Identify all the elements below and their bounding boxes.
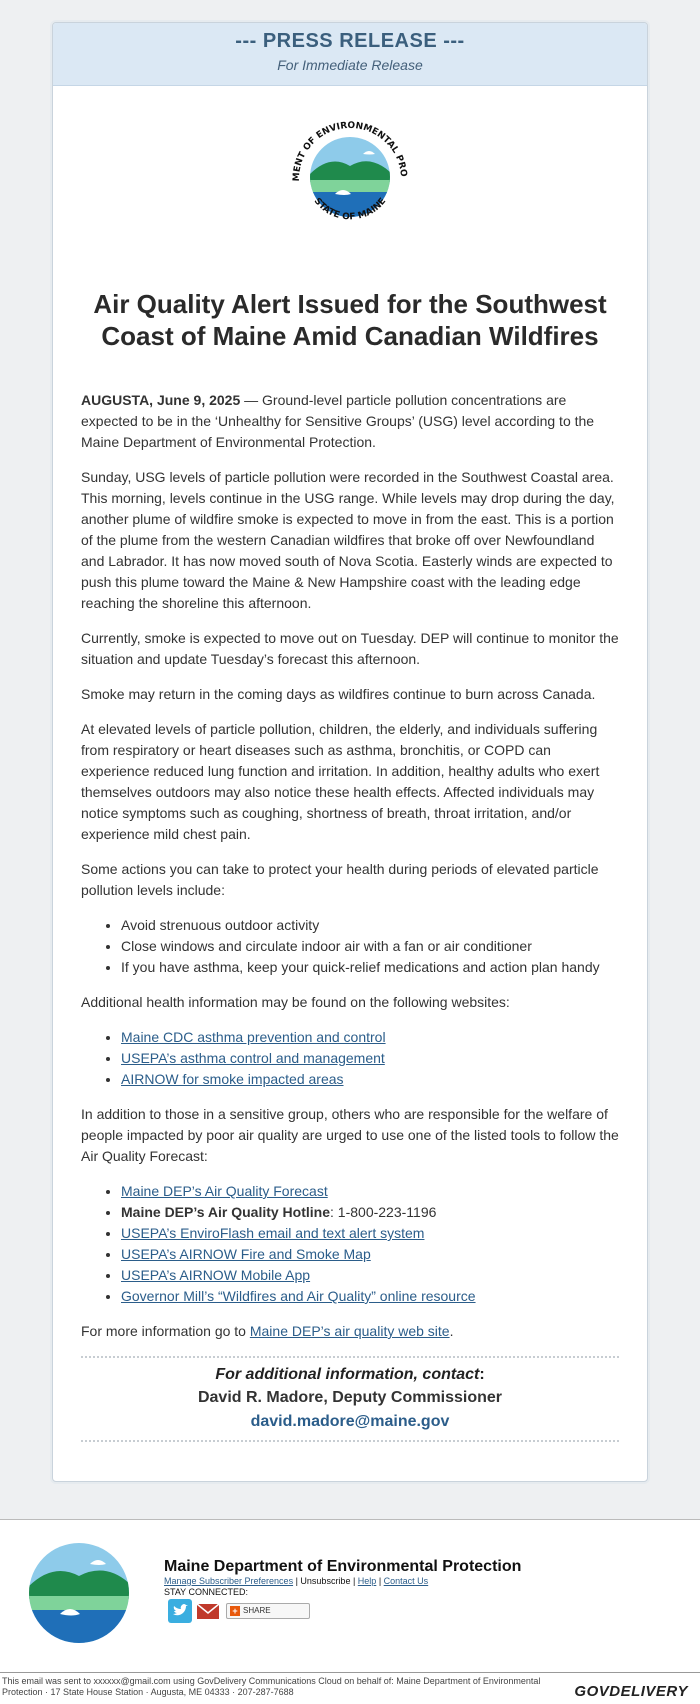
dateline: AUGUSTA, June 9, 2025 — [81, 392, 241, 408]
health-links-list — [81, 1027, 619, 1090]
list-item — [121, 1223, 619, 1244]
headline: Air Quality Alert Issued for the Southwest Coast of Maine Amid Canadian Wildfires — [93, 289, 607, 351]
list-item — [121, 1244, 619, 1265]
list-item — [121, 1286, 619, 1307]
email-icon[interactable] — [196, 1599, 220, 1623]
paragraph-health-effects: At elevated levels of particle pollution, children, the elderly, and individuals suffering from respiratory or heart diseases such as asthma, bronchitis, or COPD can experience reduced lung function and irritation. In addition, healthy adults who exert themselves outdoors may also notice these health effects. Affected individuals may notice symptoms such as coughing, shortness of breath, throat irritation, and/or experience mild chest pain. — [81, 721, 600, 842]
seal-top-text: MENT OF ENVIRONMENTAL PRO — [291, 120, 409, 182]
list-item — [121, 1181, 619, 1202]
footer-logo — [28, 1542, 130, 1649]
share-label: SHARE — [243, 1606, 271, 1615]
contact-name: David R. Madore, Deputy Commissioner — [197, 1389, 503, 1406]
bottom-divider — [0, 1672, 700, 1673]
social-buttons — [168, 1599, 310, 1623]
list-item: • If you have asthma, keep your quick-relief medications and action plan handy — [121, 957, 619, 978]
contact-us-link[interactable]: Contact Us — [383, 1576, 429, 1586]
press-release-banner — [53, 23, 647, 86]
actions-list — [81, 915, 619, 978]
hotline-number: : 1-800-223-1196 — [330, 1204, 437, 1220]
article-body — [53, 390, 647, 1342]
twitter-icon[interactable] — [168, 1599, 192, 1623]
airnow-mobile-link[interactable]: USEPA’s AIRNOW Mobile App — [121, 1267, 311, 1283]
list-item — [121, 1048, 619, 1069]
list-item: • Close windows and circulate indoor air with a fan or air conditioner — [121, 936, 619, 957]
dep-seal — [53, 114, 647, 244]
footer-links — [164, 1576, 428, 1598]
intro-paragraph — [81, 390, 619, 453]
list-item — [121, 1202, 619, 1223]
enviroflash-link[interactable]: USEPA’s EnviroFlash email and text alert system — [121, 1225, 425, 1241]
unsubscribe-link[interactable]: Unsubscribe — [300, 1576, 351, 1586]
immediate-release-subtitle: For Immediate Release — [277, 57, 423, 73]
separator: | — [350, 1576, 358, 1586]
stay-connected-label: STAY CONNECTED: — [164, 1587, 249, 1597]
footer-org-name: Maine Department of Environmental Protection — [164, 1558, 522, 1575]
contact-header — [53, 1364, 647, 1386]
manage-preferences-link[interactable]: Manage Subscriber Preferences — [164, 1576, 294, 1586]
more-info-suffix: . — [449, 1323, 454, 1339]
dep-logo-icon — [28, 1542, 130, 1644]
share-button[interactable] — [226, 1603, 310, 1619]
govdelivery-logo: GOVDELIVERY — [574, 1683, 688, 1700]
help-link[interactable]: Help — [357, 1576, 377, 1586]
usepa-asthma-link[interactable]: USEPA’s asthma control and management — [121, 1050, 385, 1066]
fire-smoke-map-link[interactable]: USEPA’s AIRNOW Fire and Smoke Map — [121, 1246, 371, 1262]
plus-icon: + — [230, 1606, 240, 1616]
separator: | — [293, 1576, 301, 1586]
more-info-paragraph — [81, 1321, 619, 1342]
governor-resource-link[interactable]: Governor Mill’s “Wildfires and Air Quality” online resource — [121, 1288, 476, 1304]
list-item: • Avoid strenuous outdoor activity — [121, 915, 619, 936]
health-info-intro: Additional health information may be found on the following websites: — [81, 994, 510, 1010]
contact-header-colon: : — [479, 1366, 485, 1383]
contact-block — [53, 1358, 647, 1440]
dep-air-quality-link[interactable]: Maine DEP’s air quality web site — [249, 1323, 450, 1339]
list-item — [121, 1027, 619, 1048]
press-release-title: --- PRESS RELEASE --- — [235, 30, 465, 52]
divider — [81, 1440, 619, 1442]
dep-seal-icon — [285, 114, 415, 244]
seal-bottom-text: STATE OF MAINE — [311, 196, 389, 223]
tools-list — [81, 1181, 619, 1307]
intro-text: — Ground-level particle pollution concentrations are expected to be in the ‘Unhealthy for Sensitive Groups’ (USG) level according to the Maine Department of Environmental Protection. — [81, 392, 595, 450]
email-disclaimer: This email was sent to xxxxxx@gmail.com using GovDelivery Communications Cloud on behalf of: Maine Department of Environmental Protection · 17 State House Station · Augusta, ME 04333 · 207-287-7688 — [2, 1676, 541, 1697]
dep-forecast-link[interactable]: Maine DEP’s Air Quality Forecast — [121, 1183, 328, 1199]
contact-email[interactable]: david.madore@maine.gov — [250, 1413, 450, 1430]
more-info-prefix: For more information go to — [81, 1323, 250, 1339]
paragraph-plume: Sunday, USG levels of particle pollution were recorded in the Southwest Coastal area. This morning, levels continue in the USG range. While levels may drop during the day, another plume of wildfire smoke is expected to move in from the east. This is a portion of the plume from the western Canadian wildfires that broke off over Newfoundland and Labrador. It has now moved south of Nova Scotia. Easterly winds are expected to push this plume toward the Maine & New Hampshire coast with the leading edge reaching the shoreline this afternoon. — [81, 469, 615, 611]
hotline-label: Maine DEP’s Air Quality Hotline — [121, 1204, 331, 1220]
tools-intro: In addition to those in a sensitive group, others who are responsible for the welfare of people impacted by poor air quality are urged to use one of the listed tools to follow the Air Quality Forecast: — [81, 1106, 619, 1164]
separator: | — [376, 1576, 384, 1586]
list-item — [121, 1069, 619, 1090]
airnow-smoke-link[interactable]: AIRNOW for smoke impacted areas — [121, 1071, 344, 1087]
paragraph-smoke-return: Smoke may return in the coming days as wildfires continue to burn across Canada. — [81, 686, 596, 702]
contact-header-text: For additional information, contact — [215, 1366, 480, 1383]
press-release-card — [52, 22, 648, 1482]
maine-cdc-asthma-link[interactable]: Maine CDC asthma prevention and control — [121, 1029, 386, 1045]
paragraph-actions-intro: Some actions you can take to protect your health during periods of elevated particle pollution levels include: — [81, 861, 599, 898]
list-item — [121, 1265, 619, 1286]
paragraph-tuesday: Currently, smoke is expected to move out on Tuesday. DEP will continue to monitor the situation and update Tuesday’s forecast this afternoon. — [81, 630, 619, 667]
